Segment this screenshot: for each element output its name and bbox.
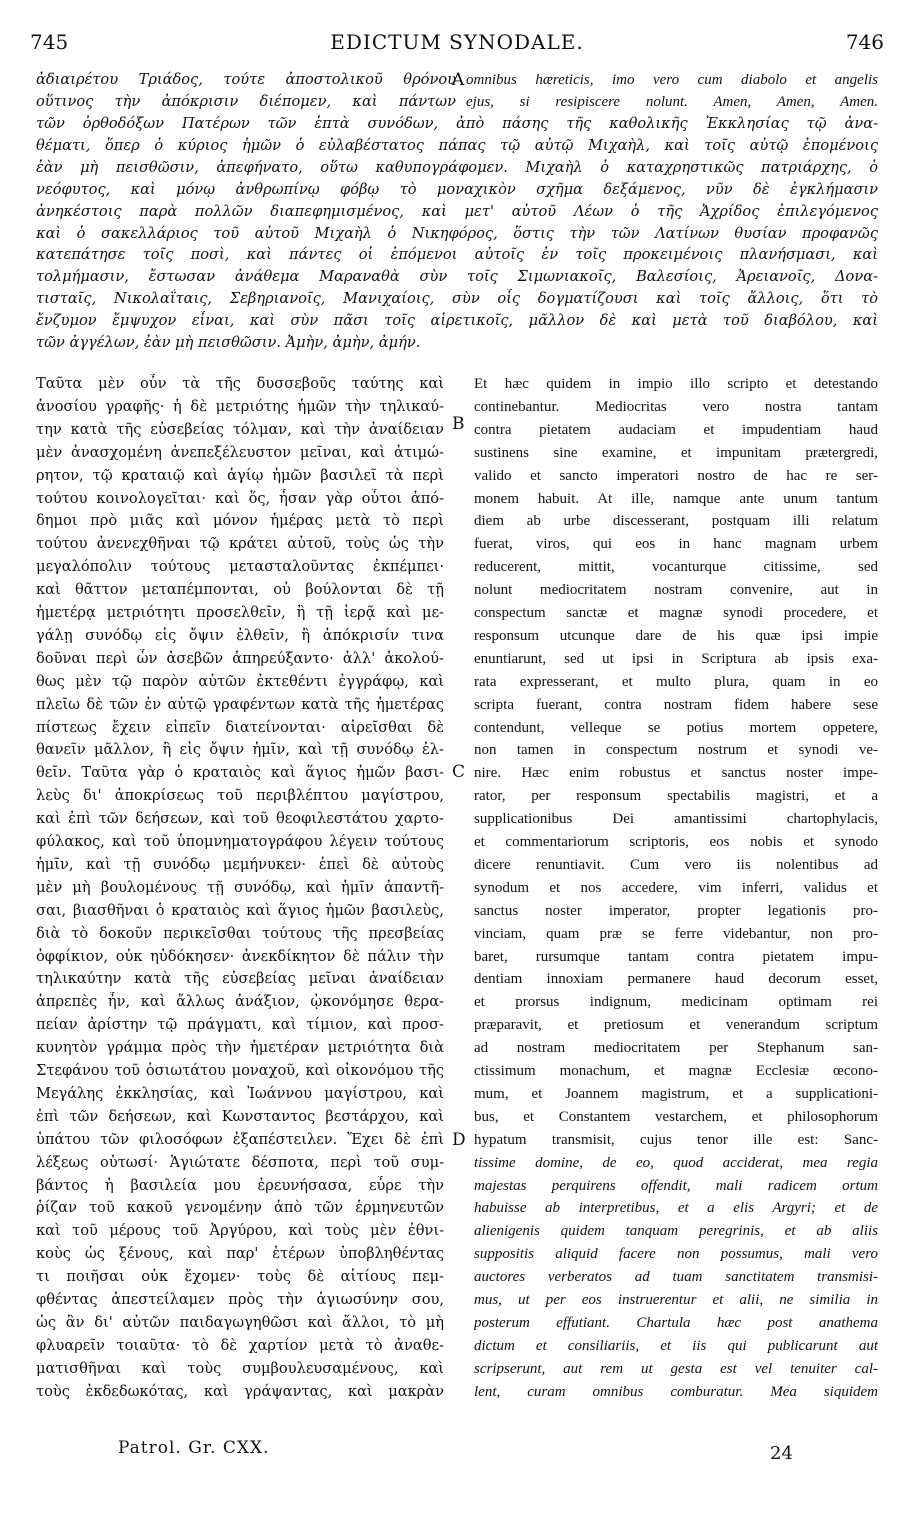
greek-column-line: σαι, βιασθῆναι ὁ κραταιὸς καὶ ἅγιος ἡμῶν βασιλεὺς, xyxy=(36,901,444,919)
greek-column-line: θως μὲν τῷ παρὸν αὐτῶν ἐκτεθέντι ἐγγράφῳ, καὶ xyxy=(36,672,444,690)
margin-letter-d: D xyxy=(452,1130,466,1150)
greek-column-line: τι ποιῆσαι οὐκ ἔχομεν· τοὺς δὲ αἰτίους πεμ- xyxy=(36,1268,444,1286)
greek-text-line: τισταῖς, Νικολαΐταις, Σεβηριανοῖς, Μανιχαίοις, σὺν οἷς δογματίζουσι καὶ τοῖς ἄλλοις, ὅτι τὸ xyxy=(36,290,878,308)
greek-column-line: Μεγάλης ἐκκλησίας, καὶ Ἰωάννου μαγίστρου, καὶ xyxy=(36,1084,444,1102)
greek-text-line: ἀνηκέστοις παρὰ πολλῶν διαπεφημισμένος, καὶ μετ' αὐτοῦ Λέων ὁ τῆς Ἀχρίδος ἐπιλεγόμενος xyxy=(36,202,878,220)
latin-column-line: sanctus noster imperator, propter legationis pro- xyxy=(474,902,878,919)
latin-column-line: ctissimum monachum, et magnæ Ecclesiæ œcono- xyxy=(474,1063,878,1079)
greek-column-line: πίστεως ἔχειν εἰπεῖν διατείνονται· αἱρεῖσθαι δὲ xyxy=(36,718,444,736)
latin-column-line: enuntiarunt, sed ut ipsi in Scriptura ab ipsis exa- xyxy=(474,650,878,667)
page-header xyxy=(30,30,884,60)
latin-column-line: posterum effutiant. Chartula hæc post anathema xyxy=(474,1314,878,1331)
latin-column-line: mus, ut per eos instruerentur et alii, ne similia in xyxy=(474,1292,878,1308)
latin-column-line: nire. Hæc enim robustus et sanctus noster impe- xyxy=(474,765,878,782)
latin-column-line: bus, et Constantem vestarchem, et philosophorum xyxy=(474,1108,878,1125)
latin-column-line: synodum et nos accedere, vim inferri, validus et xyxy=(474,879,878,896)
greek-column-line: ὀφφίκιον, οὐκ ηὐδόκησεν· ἀνεκδίκητον δὲ πάλιν τὴν xyxy=(36,947,444,965)
latin-column-line: scripta fuerant, contra nostram fidem habere sese xyxy=(474,696,878,713)
footer-signature: 24 xyxy=(770,1443,793,1464)
greek-column-line: Στεφάνου τοῦ ὁσιωτάτου μοναχοῦ, καὶ οἰκονόμου τῆς xyxy=(36,1062,444,1079)
latin-column-line: auctores verberatos ad tuam sanctitatem transmisi- xyxy=(474,1269,878,1286)
greek-column-line: μεγαλόπολιν τούτους μετασταλοῦντας ἐκπέμπει· xyxy=(36,558,444,576)
greek-column-line: ἡμῖν, καὶ τῇ συνόδῳ μεμήνυκεν· ἐπεὶ δὲ αὐτοὺς xyxy=(36,855,444,873)
latin-column-line: vinciam, quam præ se ferre videbantur, non pro- xyxy=(474,925,878,942)
greek-column-line: φλυαρεῖν τοιαῦτα· τὸ δὲ χαρτίον μετὰ τὸ ἀναθε- xyxy=(36,1336,444,1354)
greek-column-line: κυνητὸν γράμμα πρὸς τὴν ἡμετέραν μετριότητα διὰ xyxy=(36,1039,444,1057)
greek-column-line: την κατὰ τῆς εὐσεβείας τόλμαν, καὶ τὴν ἀναίδειαν xyxy=(36,420,444,438)
latin-column-line: habuisse ab interpretibus, et a elis Argyri; et de xyxy=(474,1200,878,1217)
latin-column-line: sustinens sine examine, et impunitam prætergredi, xyxy=(474,444,878,461)
greek-column-line: δημοι πρὸ μιᾶς καὶ μόνον ἡμέρας μετὰ τὸ περὶ xyxy=(36,512,444,530)
greek-column-line: φθέντας ἀπεστείλαμεν πρὸς τὴν ἁγιωσύνην σου, xyxy=(36,1291,444,1308)
latin-column-line: alienigenis quidem tanquam peregrinis, et ab aliis xyxy=(474,1223,878,1240)
latin-column-line: nolunt mediocritatem nostram convenire, aut in xyxy=(474,582,878,599)
latin-column-line: valido et sancto imperatori nostro de hac re ser- xyxy=(474,467,878,484)
greek-column-line: θεῖν. Ταῦτα γὰρ ὁ κραταιὸς καὶ ἅγιος ἡμῶν βασι- xyxy=(36,764,444,782)
greek-text-line: νεόφυτος, καὶ μόνῳ ἀνθρωπίνῳ φόβῳ τὸ μοναχικὸν σχῆμα δεξάμενος, νῦν δὲ ἐγκλήμασιν xyxy=(36,180,878,198)
latin-column-line: ad nostram mediocritatem per Stephanum san- xyxy=(474,1040,878,1057)
greek-column-line: ὑπάτου τῶν φιλοσόφων ἐξαπέστειλεν. Ἔχει δὲ ἐπὶ xyxy=(36,1130,444,1148)
latin-column-line: lent, curam omnibus comburatur. Mea siquidem xyxy=(474,1383,878,1400)
latin-column-line: responsum utcunque dare de his quæ ipsi impie xyxy=(474,627,878,644)
latin-column-line: et commentariorum scriptoris, eos nobis et synodo xyxy=(474,834,878,850)
greek-column-line: τούτου κοινολογεῖται· καὶ ὅς, ἦσαν γὰρ οὗτοι ἀπό- xyxy=(36,489,444,507)
latin-column-line: Et hæc quidem in impio illo scripto et detestando xyxy=(474,376,878,392)
top-latin-line: omnibus hæreticis, imo vero cum diabolo et angelis xyxy=(466,72,878,88)
latin-column-line: non tamen in conspectum nostrum et synodi ve- xyxy=(474,742,878,759)
greek-column-line: Ταῦτα μὲν οὖν τὰ τῆς δυσσεβοῦς ταύτης καὶ xyxy=(36,375,444,392)
greek-column-line: τούτου ἀνενεχθῆναι τῷ κράτει αὐτοῦ, τοὺς ὡς τὴν xyxy=(36,535,444,553)
greek-column-line: καὶ θᾶττον μεταπέμπονται, οὐ βούλονται δὲ τῇ xyxy=(36,581,444,599)
greek-column-line: λεὺς δι' ἀποκρίσεως τοῦ περιβλέπτου μαγίστρου, xyxy=(36,787,444,805)
left-page-number: 745 xyxy=(30,30,69,54)
latin-column-line: fuerat, viros, qui eos in hanc magnam urbem xyxy=(474,536,878,553)
latin-column-line: mum, et Joannem magistrum, et a supplicationi- xyxy=(474,1085,878,1102)
greek-text-line: ἔνζυμον ἔμψυχον εἶναι, καὶ σὺν πᾶσι τοῖς αἱρετικοῖς, μᾶλλον δὲ καὶ μετὰ τοῦ διαβόλου, καὶ xyxy=(36,312,878,330)
latin-column-line: contra pietatem audaciam et impudentiam haud xyxy=(474,421,878,438)
top-latin-line: ejus, si resipiscere nolunt. Amen, Amen, Amen. xyxy=(466,94,878,110)
greek-column-line: τοὺς ἐκδεδωκότας, καὶ γράψαντας, καὶ μακρὰν xyxy=(36,1382,444,1400)
latin-column-line: præparavit, et pretiosum et venerandum scriptum xyxy=(474,1017,878,1034)
greek-column-line: μὲν ἀνασχομένη ἀνεπεξέλευστον μεῖναι, καὶ ἀτιμώ- xyxy=(36,443,444,461)
greek-text-line: τολμήμασιν, ἔστωσαν ἀνάθεμα Μαραναθὰ σὺν τοῖς Σιμωνιακοῖς, Βαλεσίοις, Ἀρειανοῖς, Δονα- xyxy=(36,268,878,286)
greek-column-line: ἀπρεπὲς ἦν, καὶ ἄλλως ἀνάξιον, ᾠκονόμησε θερα- xyxy=(36,993,444,1011)
top-greek-line: ἀδιαιρέτου Τριάδος, τούτε ἀποστολικοῦ θρόνου xyxy=(36,71,456,88)
greek-column-line: φύλακος, καὶ τοῦ ὑπομνηματογράφου λέγειν τούτους xyxy=(36,833,444,850)
greek-text-line: ἐὰν μὴ πεισθῶσιν, ἀπεφήνατο, οὕτω καθυπογράφομεν. Μιχαὴλ ὁ καταχρηστικῶς πατριάρχης, ὁ xyxy=(36,158,878,176)
right-page-number: 746 xyxy=(845,30,884,54)
greek-column-line: ματισθῆναι καὶ τοὺς συμβουλευσαμένους, καὶ xyxy=(36,1359,444,1377)
latin-column-line: monem habuit. At ille, namque ante unum tantum xyxy=(474,490,878,507)
latin-column-line: rator, per responsum spectabilis magistri, et a xyxy=(474,788,878,805)
latin-column-line: et prorsus indignum, medicinam optimam rei xyxy=(474,994,878,1011)
latin-column-line: contendunt, velleque se potius mortem oppetere, xyxy=(474,719,878,736)
margin-letter-a: A xyxy=(452,70,465,90)
greek-column-line: δοῦναι περὶ ὧν ἀσεβῶν ἀπηρεύξαντο· ἀλλ' ἀκολού- xyxy=(36,649,444,667)
latin-column-line: scripserunt, aut rem ut gesta est vel tenuiter cal- xyxy=(474,1360,878,1377)
latin-column-line: dentiam innoxiam permanere haud decorum esset, xyxy=(474,971,878,988)
margin-letter-c: C xyxy=(452,762,466,782)
margin-letter-b: B xyxy=(452,414,465,434)
greek-column-line: θανεῖν μᾶλλον, ἢ εἰς ὄψιν ἡμῖν, καὶ τῇ συνόδῳ ἐλ- xyxy=(36,741,444,759)
greek-column-line: ἐπὶ τῶν δεήσεων, καὶ Κωνσταντος βεστάρχου, καὶ xyxy=(36,1107,444,1125)
greek-column-line: πείαν ἀρίστην τῷ πράγματι, καὶ τίμιον, καὶ προσ- xyxy=(36,1016,444,1034)
greek-column-line: βάντος ἡ βασιλεία μου ἐρευνήσασα, εὗρε τὴν xyxy=(36,1176,444,1194)
latin-column-line: conspectum sanctæ et magnæ synodi procedere, et xyxy=(474,605,878,621)
greek-column-line: πλεῖω δὲ τῶν ἐν αὐτῷ γραφέντων κατὰ τῆς ἡμετέρας xyxy=(36,695,444,713)
greek-column-line: καὶ ἐπὶ τῶν δεήσεων, καὶ τοῦ θεοφιλεστάτου χαρτο- xyxy=(36,810,444,828)
greek-column-line: ρητον, τῷ κραταιῷ καὶ ἁγίῳ ἡμῶν βασιλεῖ τὰ περὶ xyxy=(36,466,444,484)
latin-column-line: tissime domine, de eo, quod acciderat, mea regia xyxy=(474,1154,878,1171)
greek-text-line: θέματι, ὅπερ ὁ κύριος ἡμῶν ὁ εὐλαβέστατος πάπας τῷ αὐτῷ Μιχαὴλ, καὶ τοῖς αὐτῷ ἑπομένοις xyxy=(36,136,878,154)
greek-text-line: τῶν ὀρθοδόξων Πατέρων τῶν ἑπτὰ συνόδων, ἀπὸ πάσης τῆς καθολικῆς Ἐκκλησίας τῷ ἀνα- xyxy=(36,115,878,132)
running-title: EDICTUM SYNODALE. xyxy=(330,30,584,54)
latin-column-line: rata expresserant, et multo plura, quam in eo xyxy=(474,673,878,690)
greek-column-line: ῥίζαν τοῦ κακοῦ γενομένην ἀπὸ τῶν ἑρμηνευτῶν xyxy=(36,1199,444,1217)
latin-column-line: hypatum transmisit, cujus tenor ille est: Sanc- xyxy=(474,1131,878,1148)
greek-text-line: καὶ ὁ σακελλάριος τοῦ αὐτοῦ Μιχαὴλ ὁ Νικηφόρος, ὅστις τὴν τῶν Λατίνων θυσίαν προφανῶς xyxy=(36,224,878,242)
greek-column-line: ἡμετέρᾳ μετριότητι προσελθεῖν, ἢ τῇ ἱερᾷ καὶ με- xyxy=(36,604,444,621)
greek-column-line: διὰ τὸ δοκοῦν περικεῖσθαι τούτους τῆς πρεσβείας xyxy=(36,924,444,942)
greek-text-line: τῶν ἀγγέλων, ἐὰν μὴ πεισθῶσιν. Ἀμὴν, ἀμὴν, ἀμήν. xyxy=(36,334,421,351)
top-greek-line: οὕτινος τὴν ἀπόκρισιν διέπομεν, καὶ πάντων xyxy=(36,93,456,110)
greek-column-line: λέξεως οὑτωσί· Ἁγιώτατε δέσποτα, περὶ τοῦ συμ- xyxy=(36,1153,444,1171)
greek-text-line: κατεπάτησε τοῖς ποσὶ, καὶ πάντες οἱ ἑπόμενοι αὐτοῖς ἐν τοῖς προκειμένοις πλανήσμασι, καὶ xyxy=(36,246,878,264)
latin-column-line: majestas perquirens offendit, mali radicem ortum xyxy=(474,1177,878,1194)
latin-column-line: diem ab urbe discesserant, postquam illi relatum xyxy=(474,513,878,530)
footer-source: Patrol. Gr. CXX. xyxy=(118,1438,270,1458)
greek-column-line: καὶ τοῦ μέρους τοῦ Ἀργύρου, καὶ τοὺς μὲν ἐθνι- xyxy=(36,1222,444,1240)
latin-column-line: supplicationibus Dei amantissimi chartophylacis, xyxy=(474,811,878,828)
greek-column-line: ὡς ἂν δι' αὐτῶν παιδαγωγηθῶσι καὶ ἄλλοι, τὸ μὴ xyxy=(36,1313,444,1331)
latin-column-line: baret, rursumque tantam contra pietatem impu- xyxy=(474,948,878,965)
latin-column-line: suppositis aliquid facere non possumus, mali vero xyxy=(474,1246,878,1263)
latin-column-line: reducerent, mittit, vocanturque citissime, sed xyxy=(474,559,878,576)
greek-column-line: γάλῃ συνόδῳ εἰς ὄψιν ἐλθεῖν, ἢ ἀπόκρισίν τινα xyxy=(36,626,444,644)
latin-column-line: dicere renuntiavit. Cum vero iis nolentibus ad xyxy=(474,856,878,873)
latin-column-line: continebantur. Mediocritas vero nostra tantam xyxy=(474,398,878,415)
greek-column-line: κοὺς ὡς ξένους, καὶ παρ' ἑτέρων ὑποβληθέντας xyxy=(36,1245,444,1263)
greek-column-line: ἀνοσίου γραφῆς· ἡ δὲ μετριότης ἡμῶν τὴν τηλικαύ- xyxy=(36,397,444,415)
latin-column-line: dictum et consiliariis, et iis qui publicarunt aut xyxy=(474,1337,878,1354)
greek-column-line: τηλικαύτην κατὰ τῆς εὐσεβείας μεῖναι ἀναίδειαν xyxy=(36,970,444,988)
greek-column-line: μὲν μὴ βουλομένους τῇ συνόδῳ, καὶ ἡμῖν ἀπαντῆ- xyxy=(36,878,444,896)
